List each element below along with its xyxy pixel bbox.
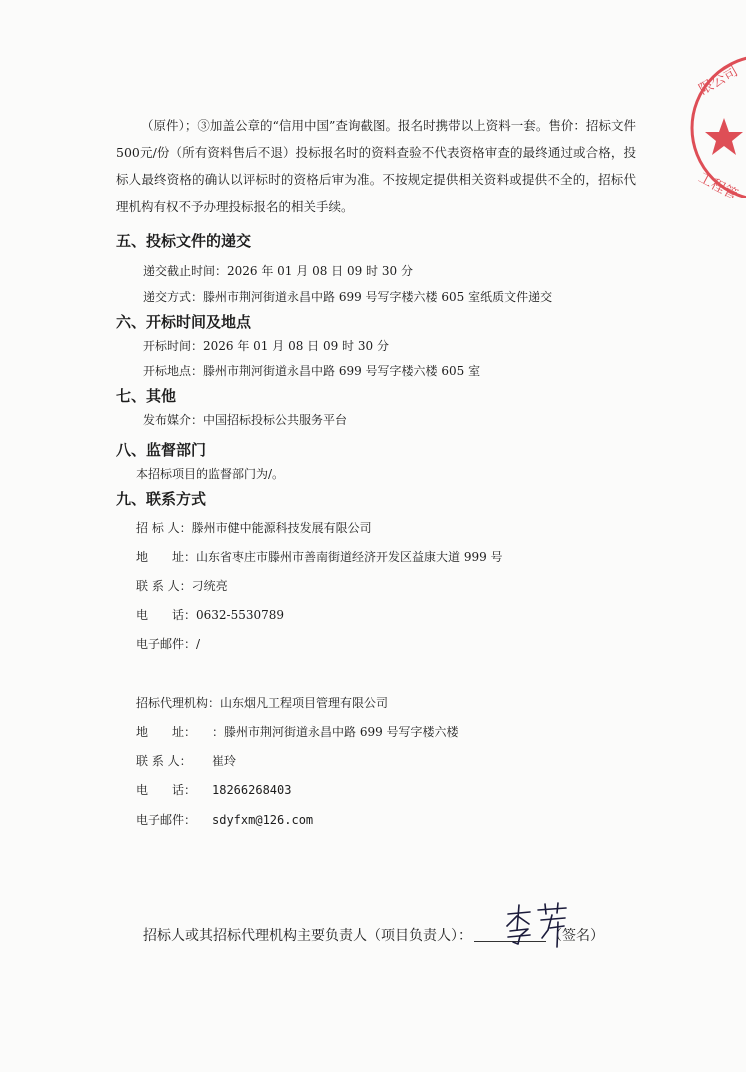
section-8-title: 八、监督部门: [116, 441, 207, 459]
svg-text:限公司: 限公司: [696, 63, 741, 99]
intro-paragraph: （原件）；③加盖公章的“信用中国”查询截图。报名时携带以上资料一套。售价：招标文件 500元/份（所有资料售后不退）投标报名时的资料查验不代表资格审查的最终通过或合格，投标人最终资格的确认以评标时的资格后审为准。不按规定提供相关资料或提供不全的，招标代理机构有权不予办理投标报名的相关手续。: [116, 118, 636, 214]
section-6-title: 六、开标时间及地点: [116, 313, 252, 331]
tenderer-contact-label: 联 系 人：: [136, 579, 192, 593]
company-seal: [690, 28, 746, 202]
agency-email-row: [136, 811, 313, 828]
agency-email: sdyfxm@126.com: [212, 813, 314, 827]
agency-email-label: 电子邮件：: [136, 813, 197, 827]
agency-address-label: 地 址：: [136, 725, 197, 739]
agency-address-row: [136, 723, 459, 740]
tenderer-phone: 0632-5530789: [196, 608, 285, 622]
agency-contact: 崔玲: [212, 754, 237, 768]
tenderer-name-label: 招 标 人：: [136, 521, 192, 535]
submission-deadline: 递交截止时间：2026 年 01 月 08 日 09 时 30 分: [143, 264, 413, 278]
tenderer-email-label: 电子邮件：: [136, 637, 197, 651]
agency-phone-label: 电 话：: [136, 783, 197, 797]
publish-media: 发布媒介：中国招标投标公共服务平台: [143, 413, 348, 427]
section-5-title: 五、投标文件的递交: [116, 232, 252, 250]
supervision-text: 本招标项目的监督部门为/。: [136, 467, 285, 481]
tenderer-address: 山东省枣庄市滕州市善南街道经济开发区益康大道 999 号: [196, 550, 503, 564]
agency-contact-row: [136, 752, 236, 769]
signature-label: 招标人或其招标代理机构主要负责人（项目负责人）：: [143, 928, 472, 944]
section-9-title: 九、联系方式: [116, 490, 207, 508]
handwritten-signature: [500, 900, 580, 954]
submission-method: 递交方式：滕州市荆河街道永昌中路 699 号写字楼六楼 605 室纸质文件递交: [143, 290, 553, 304]
tenderer-address-label: 地 址：: [136, 550, 197, 564]
tenderer-name-row: [136, 519, 372, 536]
tenderer-email-row: [136, 635, 200, 652]
tenderer-phone-row: [136, 606, 284, 623]
opening-place: 开标地点：滕州市荆河街道永昌中路 699 号写字楼六楼 605 室: [143, 364, 481, 378]
agency-name: 山东烟凡工程项目管理有限公司: [220, 696, 389, 710]
tenderer-name: 滕州市健中能源科技发展有限公司: [191, 521, 372, 535]
svg-text:工程管: 工程管: [695, 169, 741, 198]
opening-time: 开标时间：2026 年 01 月 08 日 09 时 30 分: [143, 339, 389, 353]
agency-name-row: [136, 694, 388, 711]
section-7-title: 七、其他: [116, 387, 177, 405]
agency-address: ：滕州市荆河街道永昌中路 699 号写字楼六楼: [212, 725, 459, 739]
agency-phone-row: [136, 781, 291, 798]
tenderer-contact-row: [136, 577, 228, 594]
agency-name-label: 招标代理机构：: [136, 696, 221, 710]
signature-suffix: （签名）: [548, 928, 604, 944]
tenderer-contact: 刁统亮: [191, 579, 228, 593]
tenderer-email: /: [196, 637, 201, 651]
agency-contact-label: 联 系 人：: [136, 754, 192, 768]
agency-phone: 18266268403: [212, 783, 292, 797]
tenderer-phone-label: 电 话：: [136, 608, 197, 622]
tenderer-address-row: [136, 548, 503, 565]
